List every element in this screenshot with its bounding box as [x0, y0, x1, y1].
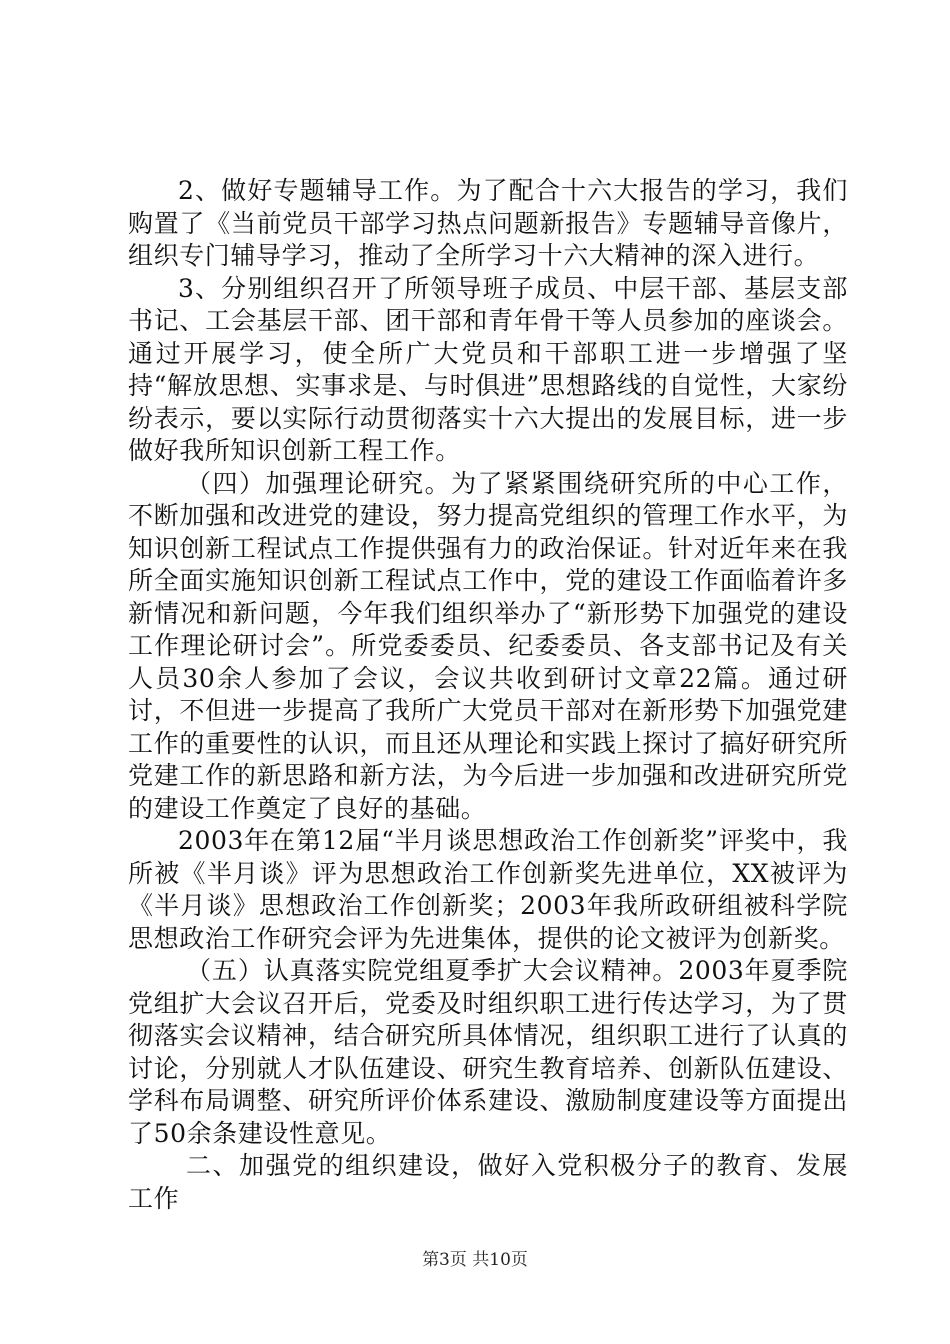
paragraph-summer-meeting: （五）认真落实院党组夏季扩大会议精神。2003年夏季院党组扩大会议召开后，党委及时组织职工进行传达学习，为了贯彻落实会议精神，结合研究所具体情况，组织职工进行了认真的讨论，分别就人才队伍建设、研究生教育培养、创新队伍建设、学科布局调整、研究所评价体系建设、激励制度建设等方面提出了50余条建设性意见。 [128, 956, 848, 1148]
paragraph-theory-research: （四）加强理论研究。为了紧紧围绕研究所的中心工作，不断加强和改进党的建设，努力提高党组织的管理工作水平，为知识创新工程试点工作提供强有力的政治保证。针对近年来在我所全面实施知识创新工程试点工作中，党的建设工作面临着许多新情况和新问题，今年我们组织举办了“新形势下加强党的建设工作理论研讨会”。所党委委员、纪委委员、各支部书记及有关人员30余人参加了会议，会议共收到研讨文章22篇。通过研讨，不但进一步提高了我所广大党员干部对在新形势下加强党建工作的重要性的认识，而且还从理论和实践上探讨了搞好研究所党建工作的新思路和新方法，为今后进一步加强和改进研究所党的建设工作奠定了良好的基础。 [128, 468, 848, 823]
paragraph-topic-tutoring: 2、做好专题辅导工作。为了配合十六大报告的学习，我们购置了《当前党员干部学习热点问题新报告》专题辅导音像片，组织专门辅导学习，推动了全所学习十六大精神的深入进行。 [128, 176, 848, 270]
paragraph-awards-2003: 2003年在第12届“半月谈思想政治工作创新奖”评奖中，我所被《半月谈》评为思想政治工作创新奖先进单位，XX被评为《半月谈》思想政治工作创新奖；2003年我所政研组被科学院思想政治工作研究会评为先进集体，提供的论文被评为创新奖。 [128, 826, 848, 953]
page-number-footer: 第3页 共10页 [422, 1250, 528, 1270]
paragraph-symposium: 3、分别组织召开了所领导班子成员、中层干部、基层支部书记、工会基层干部、团干部和青年骨干等人员参加的座谈会。通过开展学习，使全所广大党员和干部职工进一步增强了坚持“解放思想、实事求是、与时俱进”思想路线的自觉性，大家纷纷表示，要以实际行动贯彻落实十六大提出的发展目标，进一步做好我所知识创新工程工作。 [128, 273, 848, 465]
section-heading-organization: 二、加强党的组织建设，做好入党积极分子的教育、发展工作 [128, 1151, 848, 1213]
document-body [128, 175, 848, 1215]
